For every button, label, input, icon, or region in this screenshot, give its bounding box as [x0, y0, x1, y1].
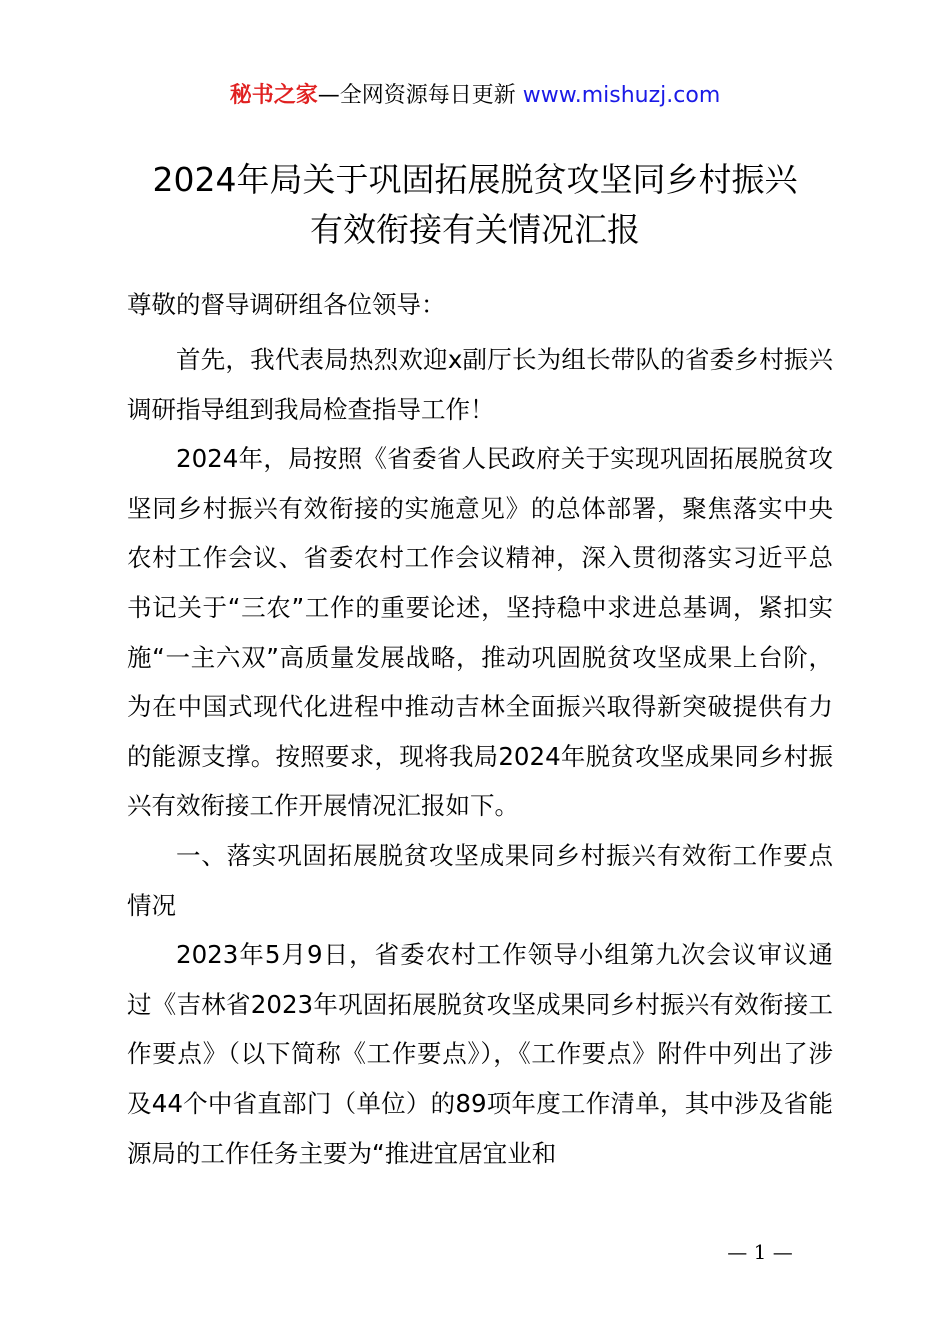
paragraph-work-points: 2023年5月9日，省委农村工作领导小组第九次会议审议通过《吉林省2023年巩固拓展脱贫攻坚成果同乡村振兴有效衔接工作要点》（以下简称《工作要点》），《工作要点》附件中列出了涉及44个中省直部门（单位）的89项年度工作清单，其中涉及省能源局的工作任务主要为“推进宜居宜业和 — [127, 940, 833, 1168]
paragraph-welcome: 首先，我代表局热烈欢迎x副厅长为组长带队的省委乡村振兴调研指导组到我局检查指导工作！ — [127, 345, 833, 424]
site-header — [0, 80, 950, 112]
paragraph-overview: 2024年，局按照《省委省人民政府关于实现巩固拓展脱贫攻坚同乡村振兴有效衔接的实施意见》的总体部署，聚焦落实中央农村工作会议、省委农村工作会议精神，深入贯彻落实习近平总书记关于“三农”工作的重要论述，坚持稳中求进总基调，紧扣实施“一主六双”高质量发展战略，推动巩固脱贫攻坚成果上台阶，为在中国式现代化进程中推动吉林全面振兴取得新突破提供有力的能源支撑。按照要求，现将我局2024年脱贫攻坚成果同乡村振兴有效衔接工作开展情况汇报如下。 — [127, 444, 833, 821]
title-line-2: 有效衔接有关情况汇报 — [310, 210, 640, 249]
title-line-1: 2024年局关于巩固拓展脱贫攻坚同乡村振兴 — [152, 160, 798, 199]
website-link[interactable]: www.mishuzj.com — [522, 83, 721, 108]
salutation: 尊敬的督导调研组各位领导： — [127, 290, 446, 319]
document-title — [100, 155, 850, 255]
brand-name: 秘书之家 — [229, 83, 318, 108]
header-tagline: —全网资源每日更新 — [317, 83, 516, 108]
document-body — [127, 283, 833, 1178]
page-number: — 1 — — [727, 1240, 793, 1264]
section-heading-1: 一、落实巩固拓展脱贫攻坚成果同乡村振兴有效衔工作要点情况 — [127, 840, 833, 920]
